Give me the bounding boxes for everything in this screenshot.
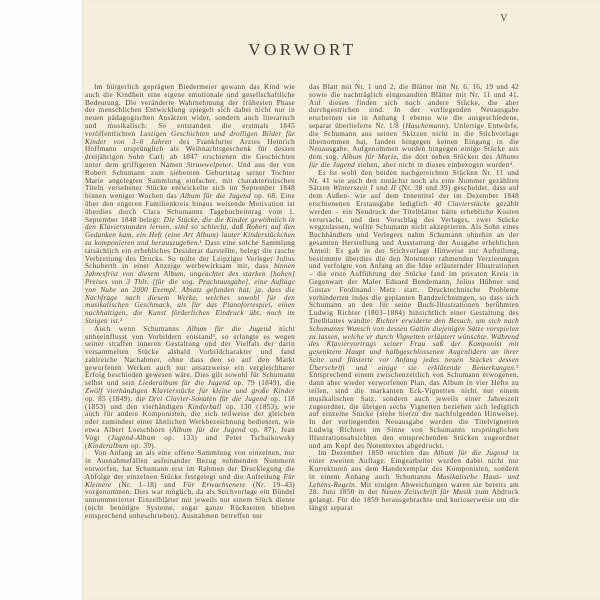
paragraph: Von Anfang an als eine offene Sammlung von einzelnen, nur in Ausnahmefällen aufeinander Bezug nehmenden Nummern entworfen, hat Schumann erst im Rahmen der Drucklegung die Abfolge der einzelnen Stücke festgelegt und die Aufteilung Für Kleinere (Nr. 1–18) und Für Erwachsenere (Nr. 19–43) vorgenommen. Dies war möglich, da als Stichvorlage ein Bündel unnummerierter Einzelblätter mit jeweils nur einem Stück diente (nicht benötigte Systeme, sogar ganze Rückseiten blieben entsprechend unbeschrieben). Ausnahmen betreffen nur bbox=[85, 449, 295, 520]
text-column-right bbox=[309, 84, 519, 562]
text-block bbox=[85, 84, 520, 562]
paragraph: das Blatt mit Nr. 1 und 2, die Blätter mit Nr. 6, 16, 19 und 42 sowie die nachträglich eingesandten Blätter mit Nr. 11 und 41. Auf diesen finden sich noch andere Stücke, die aber durchgestrichen sind. In der vorliegenden Neuausgabe erscheinen sie in Anhang I ebenso wie die ausgeschiedene, separat überlieferte Nr. 1/8 (Haschemann). Unfertige Entwürfe, die Schumann aus seinen Skizzen nicht in die Stichvorlage übernommen hat, fanden hingegen keinen Eingang in die Neuausgabe. Aufgenommen wurden hingegen einige Stücke aus dem sog. Album für Marie, die dort neben Stücken des Albums für die Jugend stehen, aber nicht in dieses einbezogen wurden⁴. bbox=[309, 84, 519, 169]
page-title: VORWORT bbox=[248, 40, 357, 60]
text-column-left bbox=[85, 84, 295, 562]
paragraph: Auch wenn Schumanns Album für die Jugend nicht unbeeinflusst von Vorbildern entstand³, so erlangte es wegen seiner straffen inneren Gestaltung und der Vielfalt der darin versammelten Stücke alsbald Vorbildcharakter und fand zahlreiche Nachahmer, ohne dass den so auf den Markt geworfenen Werken auch nur ansatzweise ein vergleichbarer Erfolg beschieden gewesen wäre. Dies gilt sowohl für Schumann selbst und sein Liederalbum für die Jugend op. 79 (1849), die Zwölf vierhändigen Klavierstücke für kleine und große Kinder op. 85 (1849), die Drei Clavier-Sonaten für die Jugend op. 118 (1853) und den vierhändigen Kinderball op. 130 (1853), wie auch für andere Komponisten, die sich teilweise der gleichen oder zumindest einer ähnlichen Werkbezeichnung bedienten, wie etwa Albert Loeschhorn (Album für die Jugend op. 87), Jean Vogt (Jugend-Album op. 133) und Peter Tschaikowsky (Kinderalbum op. 39). bbox=[85, 324, 295, 450]
paragraph: Im Dezember 1850 erschien das Album für die Jugend in einer zweiten Auflage. Eingearbeitet wurden dabei nicht nur Korrekturen aus dem Handexemplar des Komponisten, sondern in einem Anhang auch Schumanns Musikalische Haus- und Lebens-Regeln. Mit einigen Abweichungen waren sie bereits am 28. Juni 1850 in der Neuen Zeitschrift für Musik zum Abdruck gelangt. Für die 1859 herausgebrachte und kurioserweise um die längst separat bbox=[309, 449, 519, 513]
paragraph: Es ist wohl den beiden nachgereichten Stücken Nr. 11 und Nr. 41 wie auch den zunächst noch als eine Nummer gezählten Sätzen Winterszeit I und II (Nr. 38 und 39) geschuldet, dass auf dem Außen- wie auf dem Innentitel der im Dezember 1848 erschienenen Erstausgabe lediglich 40 Clavierstücke gezählt werden – ein Neudruck der Titelblätter hätte erhebliche Kosten verursacht, und den Vorschlag des Verlages, zwei Stücke wegzulassen, wollte Schumann nicht akzeptieren. Als Sohn eines Buchhändlers und Verlegers nahm Schumann ohnehin an der gesamten Herstellung und Ausstattung der Ausgabe erheblichen Anteil: Es gab in der Stichvorlage Hinweise zur Aufteilung, bestimmte überdies die den Notentext rahmenden Verzierungen und verfolgte von Anfang an die Idee erläuternder Illustrationen – die erste Aufführung der Stücke fand im privaten Kreis in Gegenwart der Maler Eduard Bendemann, Julius Hübner und Gustav Ferdinand Metz statt. Drucktechnische Probleme verhinderten indes die geplanten Randzeichnungen, so dass sich Schumann an den für seine Buch-Illustrationen berühmten Ludwig Richter (1803–1884) hinsichtlich einer Gestaltung des Titelblattes wandte: Richter erwiderte den Besuch, um sich nach Schumanns Wunsch von dessen Gattin diejenigen Sätze vorspielen zu lassen, welche er durch Vignetten erläutert wünschte. Während des Klaviervortrags seiner Frau saß der Komponist mit gesenktem Haupt und halbgeschlossenen Augenlidern an ihrer Seite und flüsterte vor Anfang jedes neuen Stückes dessen Überschrift und einige sie erklärende Bemerkungen.⁵ Entsprechend einem zwischenzeitlich von Schumann erwogenen, dann aber wieder verworfenen Plan, das Album in vier Hefte zu teilen, sind die markanten Eck-Vignetten nicht nur einem musikalischen Satz, sondern auch jeweils einer Jahreszeit zugeordnet, die übrigen sechs Vignetten beziehen sich lediglich auf einzelne Stücke (siehe hierzu die nachfolgenden Hinweise). In der vorliegenden Neuausgabe werden die Titelvignetten Ludwig Richters im Sinne von Schumanns ursprünglichen Illustrationsabsichten den entsprechenden Stücken zugeordnet und am Kopf des Notentextes abgedruckt. bbox=[309, 168, 519, 450]
page-number: V bbox=[500, 13, 508, 24]
book-page bbox=[82, 0, 600, 600]
paragraph: Im bürgerlich geprägten Biedermeier gewann das Kind wie auch die Kindheit eine eigene emotionale und gesellschaftliche Bedeutung. Die veränderte Wahrnehmung der frühesten Phase der menschlichen Entwicklung spiegelt sich dabei nicht nur in neuen pädagogischen Ansätzen wider, sondern auch literarisch und musikalisch: So entstanden die erstmals 1845 veröffentlichten Lustigen Geschichten und drolligen Bilder für Kinder von 3–6 Jahren des Frankfurter Arztes Heinrich Hoffmann ursprünglich als Weihnachtsgeschenk für dessen dreijährigen Sohn Carl; ab 1847 erschienen die Geschichten unter dem griffigeren Namen Struwwelpeter. Und aus der von Robert Schumann zum siebenten Geburtstag seiner Tochter Marie angelegten Sammlung einfacher, mit charakteristischen Titeln versehener Stücke entwickelte sich im September 1848 binnen weniger Wochen das Album für die Jugend op. 68. Eine über den engeren Familienkreis hinaus weisende Motivation ist überdies durch Clara Schumanns Tagebucheintrag vom 1. September 1848 belegt: Die Stücke, die die Kinder gewöhnlich in den Klavierstunden lernen, sind so schlecht, daß Robert auf den Gedanken kam, ein Heft (eine Art Album) lauter Kinderstückchen zu komponieren und herauszugeben.¹ Dass eine solche Sammlung tatsächlich ein erhebliches Desiderat darstellte, belegt die rasche Verbreitung des Drucks. So teilte der Leipziger Verleger Julius Schuberth in einer Anzeige werbewirksam mit, dass binnen Jahresfrist von diesem Album, ungeachtet des starken [hohen] Preises von 3 Thlr. [für die sog. Prachtausgabe], eine Auflage von Nahe an 2000 Exempl. Absatz gefunden hat, ja, dass die Nachfrage nach diesem Werke, welches sowohl für den musikalischen Geschmack, als für das Pianofortespiel, einen nachhaltigen, die Kunst förderlichen Eindruck übt, noch im Steigen ist.² bbox=[85, 84, 295, 325]
